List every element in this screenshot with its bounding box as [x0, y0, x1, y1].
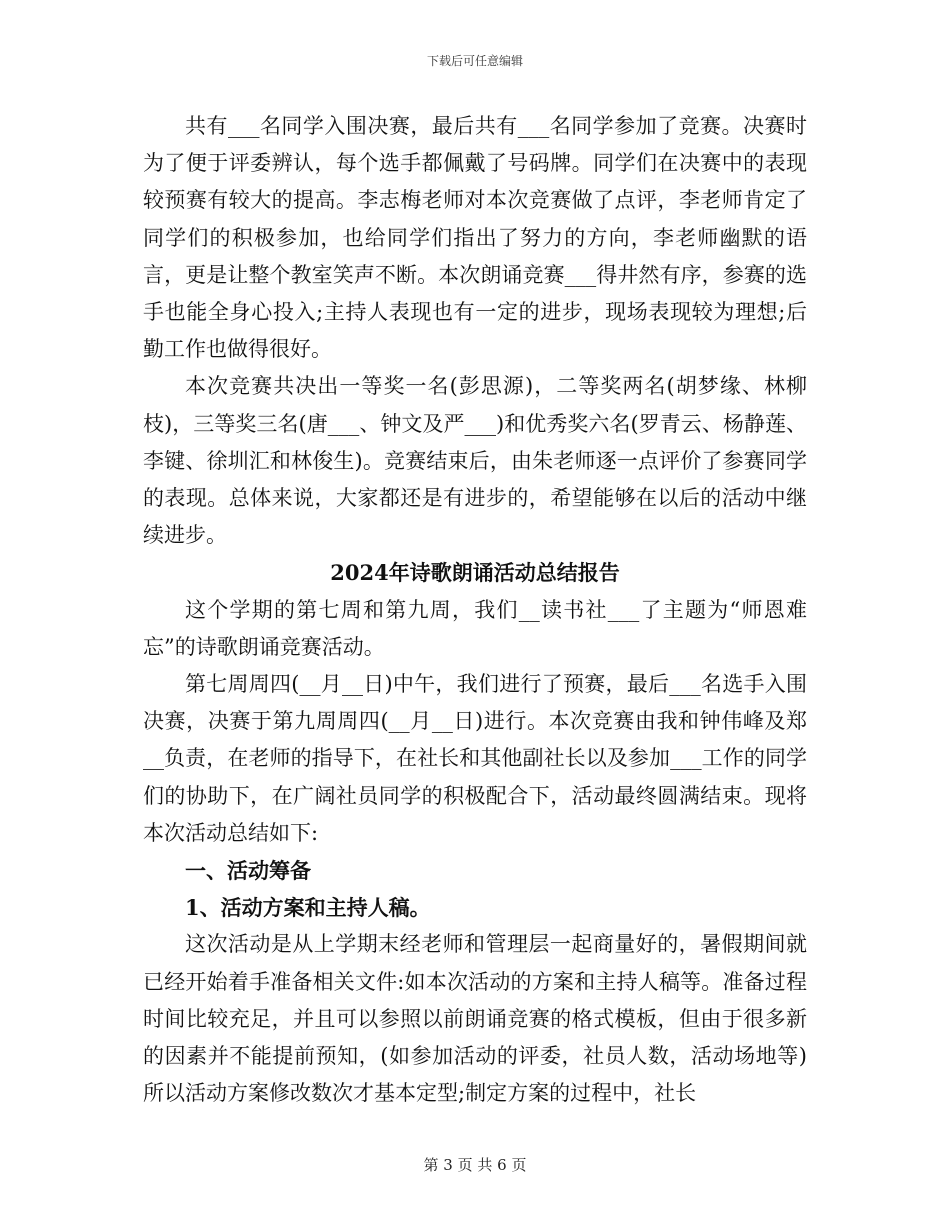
- heading-plan-script: 1、活动方案和主持人稿。: [185, 895, 431, 921]
- paragraph-awards: 本次竞赛共决出一等奖一名(彭思源)，二等奖两名(胡梦缘、林柳枝)，三等奖三名(唐___、钟文及严___)和优秀奖六名(罗青云、杨静莲、李键、徐圳汇和林俊生)。竞赛结束后，由朱老师逐一点评价了参赛同学的表现。总体来说，大家都还是有进步的，希望能够在以后的活动中继续进步。: [143, 374, 807, 548]
- section-title: 2024年诗歌朗诵活动总结报告: [330, 560, 620, 586]
- paragraph-schedule: 第七周周四(__月__日)中午，我们进行了预赛，最后___名选手入围决赛，决赛于第九周周四(__月__日)进行。本次竞赛由我和钟伟峰及郑__负责，在老师的指导下，在社长和其他副社长以及参加___工作的同学们的协助下，在广阔社员同学的积极配合下，活动最终圆满结束。现将本次活动总结如下:: [143, 672, 807, 845]
- document-body: [143, 108, 807, 1112]
- paragraph-finals: 共有___名同学入围决赛，最后共有___名同学参加了竞赛。决赛时为了便于评委辨认，每个选手都佩戴了号码牌。同学们在决赛中的表现较预赛有较大的提高。李志梅老师对本次竞赛做了点评，李老师肯定了同学们的积极参加，也给同学们指出了努力的方向，李老师幽默的语言，更是让整个教室笑声不断。本次朗诵竞赛___得井然有序，参赛的选手也能全身心投入;主持人表现也有一定的进步，现场表现较为理想;后勤工作也做得很好。: [143, 114, 807, 362]
- paragraph-plan: 这次活动是从上学期末经老师和管理层一起商量好的，暑假期间就已经开始着手准备相关文件:如本次活动的方案和主持人稿等。准备过程时间比较充足，并且可以参照以前朗诵竞赛的格式模板，但由于很多新的因素并不能提前预知，(如参加活动的评委，社员人数，活动场地等)所以活动方案修改数次才基本定型;制定方案的过程中，社长: [143, 932, 807, 1106]
- heading-preparation: 一、活动筹备: [185, 858, 311, 884]
- page-header: 下载后可任意编辑: [426, 54, 523, 68]
- page-footer: 第 3 页 共 6 页: [423, 1156, 527, 1174]
- paragraph-intro: 这个学期的第七周和第九周，我们__读书社___了主题为“师恩难忘”的诗歌朗诵竞赛活动。: [143, 597, 807, 659]
